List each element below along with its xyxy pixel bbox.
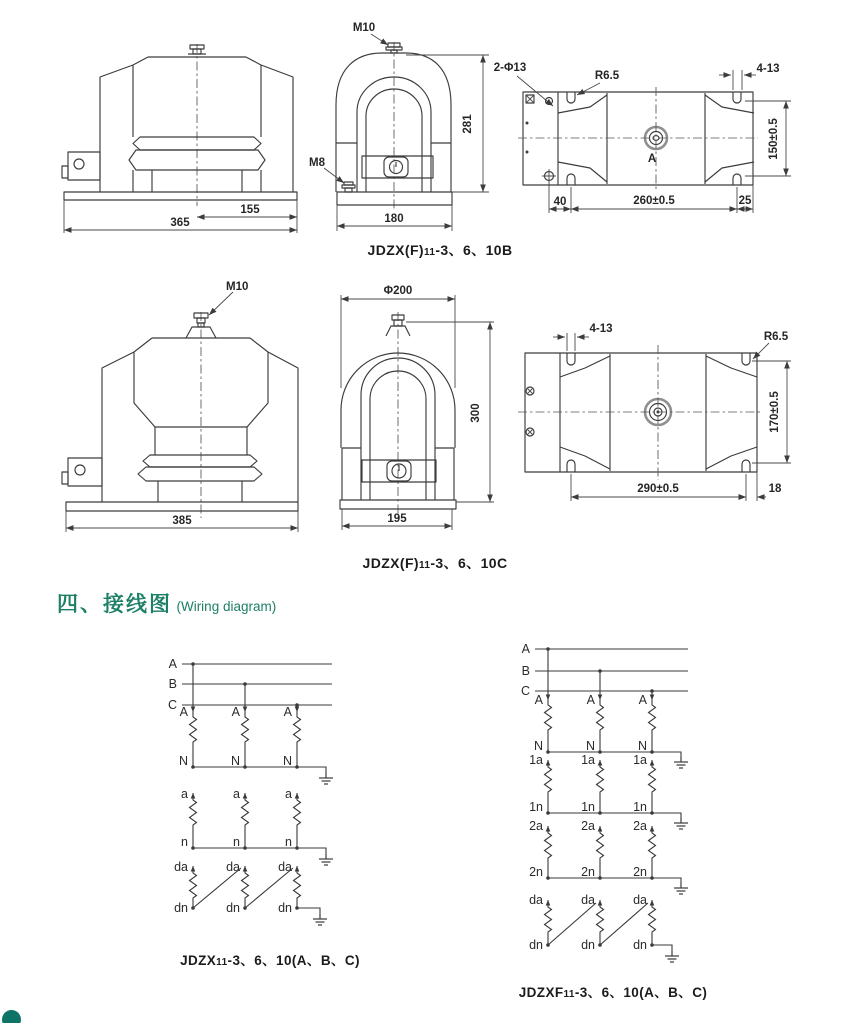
terminal-plate [362, 460, 436, 482]
dim-label-155: 155 [240, 204, 260, 216]
mount-slot [567, 460, 575, 472]
heading-zh: 四、接线图 [57, 593, 172, 616]
winding-label: A [231, 705, 240, 719]
winding-label: dn [174, 901, 188, 915]
dim-label-180: 180 [384, 213, 404, 225]
dim-label-300: 300 [470, 403, 482, 423]
top-view-model-b [494, 62, 791, 213]
dim-label-170: 170±0.5 [769, 391, 781, 433]
terminal-bracket [62, 152, 100, 180]
mount-slot [733, 92, 741, 103]
mount-slot [733, 174, 741, 185]
ground-icon [313, 914, 327, 925]
winding-label: N [230, 754, 240, 768]
dim-label-25: 25 [738, 195, 752, 207]
caption-text: JDZXF [518, 985, 564, 1000]
winding-label: 1a [633, 753, 647, 767]
winding-label: a [233, 787, 240, 801]
caption-subscript: 11 [423, 247, 436, 258]
winding-label: n [233, 835, 240, 849]
bolt-label-m10: M10 [352, 22, 376, 34]
winding-label: da [581, 893, 595, 907]
winding-label: da [226, 860, 240, 874]
caption-model-c [330, 553, 540, 573]
mount-slot [742, 353, 750, 365]
ground-icon [674, 757, 688, 768]
caption-model-b [330, 240, 550, 260]
bus-label: C [167, 698, 177, 712]
winding-label: A [534, 693, 543, 707]
winding-label: 2n [529, 865, 543, 879]
caption-text: -3、6、10(A、B、C) [574, 985, 708, 1000]
dim-label-slot: 4-13 [589, 323, 613, 335]
winding-label: dn [633, 938, 647, 952]
ground-icon [674, 883, 688, 894]
dim-label-281: 281 [462, 114, 474, 134]
ground-icon [665, 951, 679, 962]
wiring-diagram-jdzxf [521, 642, 688, 962]
winding-label: 2n [581, 865, 595, 879]
dim-label-365: 365 [170, 217, 190, 229]
dim-label-fillet: R6.5 [763, 331, 789, 343]
dim-label-18: 18 [768, 483, 782, 495]
caption-wiring-jdzxf [500, 981, 726, 1001]
base-plate [64, 192, 297, 200]
ground-icon [674, 818, 688, 829]
winding-label: da [529, 893, 543, 907]
bus-label: B [521, 664, 530, 678]
bus-label: B [168, 677, 177, 691]
bus-label: C [520, 684, 530, 698]
mount-slot [742, 460, 750, 472]
winding-label: n [285, 835, 292, 849]
winding-label: da [174, 860, 188, 874]
corner-bolt-icon [526, 95, 553, 105]
caption-subscript: 11 [216, 957, 228, 968]
side-bolt-icon [526, 387, 534, 436]
side-view-model-c [340, 285, 494, 530]
caption-text: JDZX [180, 953, 217, 968]
winding-label: N [533, 739, 543, 753]
caption-wiring-jdzx [160, 949, 380, 969]
winding-label: 2a [633, 819, 647, 833]
winding-label: A [586, 693, 595, 707]
heading-en: (Wiring diagram) [176, 599, 277, 614]
ground-icon [319, 773, 333, 784]
wiring-diagram-jdzx [168, 657, 333, 925]
winding-label: 2a [529, 819, 543, 833]
winding-label: A [283, 705, 292, 719]
caption-text: -3、6、10C [430, 555, 508, 571]
side-view-model-b [309, 22, 489, 231]
winding-label: n [181, 835, 188, 849]
winding-label: A [179, 705, 188, 719]
dim-label-195: 195 [387, 513, 407, 525]
front-view-model-b [62, 44, 297, 233]
dim-label-290: 290±0.5 [637, 483, 679, 495]
dim-label-150: 150±0.5 [768, 118, 780, 160]
base-plate [66, 502, 298, 511]
winding-label: a [285, 787, 292, 801]
winding-label: N [178, 754, 188, 768]
dim-label-fillet: R6.5 [594, 70, 620, 82]
bolt-label-m8: M8 [309, 157, 325, 169]
bolt-label-m10: M10 [226, 281, 249, 293]
mount-slot [567, 92, 575, 103]
base-plate [337, 192, 452, 205]
ground-icon [319, 854, 333, 865]
caption-text: JDZX(F) [367, 242, 424, 258]
caption-text: JDZX(F) [362, 555, 419, 571]
winding-label: N [282, 754, 292, 768]
winding-label: 1a [529, 753, 543, 767]
section-heading-wiring-diagram [57, 588, 276, 618]
winding-label: dn [278, 901, 292, 915]
winding-label: dn [581, 938, 595, 952]
mount-slot [567, 353, 575, 365]
mount-slot [567, 174, 575, 185]
winding-label: dn [226, 901, 240, 915]
caption-subscript: 11 [563, 989, 575, 1000]
winding-label: 1n [529, 800, 543, 814]
caption-subscript: 11 [418, 560, 431, 571]
terminal-bracket [62, 458, 102, 486]
dim-label-holes: 2-Φ13 [493, 62, 527, 74]
point-label-a: A [647, 153, 657, 165]
winding-label: 1n [633, 800, 647, 814]
page-decoration-dot [2, 1010, 21, 1023]
dim-label-260: 260±0.5 [633, 195, 675, 207]
dim-label-40: 40 [553, 196, 567, 208]
winding-label: 2n [633, 865, 647, 879]
caption-text: -3、6、10(A、B、C) [227, 953, 360, 968]
winding-label: dn [529, 938, 543, 952]
winding-label: N [585, 739, 595, 753]
winding-label: 2a [581, 819, 595, 833]
bus-label: A [168, 657, 177, 671]
dim-label-385: 385 [172, 515, 192, 527]
winding-label: da [278, 860, 292, 874]
winding-label: A [638, 693, 647, 707]
dim-label-slot: 4-13 [756, 63, 780, 75]
top-view-model-c [518, 323, 791, 501]
winding-label: a [181, 787, 188, 801]
datum-hole [542, 169, 556, 183]
winding-label: 1n [581, 800, 595, 814]
winding-label: N [637, 739, 647, 753]
caption-text: -3、6、10B [435, 242, 513, 258]
winding-label: da [633, 893, 647, 907]
side-bolt-icon [342, 182, 355, 192]
front-view-model-c [62, 281, 298, 532]
dim-label-phi200: Φ200 [383, 285, 413, 297]
bus-label: A [521, 642, 530, 656]
winding-label: 1a [581, 753, 595, 767]
